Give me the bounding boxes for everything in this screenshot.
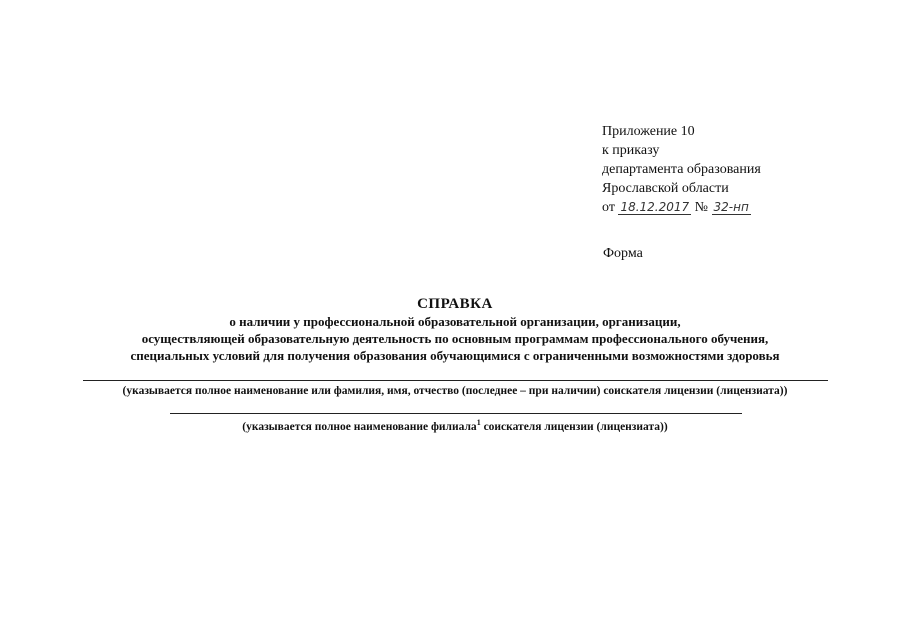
handwritten-number: 32-нп [713, 200, 749, 214]
subtitle-line-3: специальных условий для получения образования обучающимися с ограниченными возможностями здоровья [130, 348, 780, 363]
branch-caption-tail: соискателя лицензии (лицензиата)) [480, 420, 668, 433]
branch-caption [150, 418, 760, 433]
subtitle-line-2: осуществляющей образовательную деятельность по основным программам профессионального обучения, [141, 331, 769, 346]
appendix-date-line [602, 198, 761, 217]
form-label: Форма [603, 246, 643, 261]
number-prefix: № [694, 200, 709, 215]
date-prefix: от [602, 200, 615, 215]
appendix-block [602, 122, 761, 217]
applicant-caption: (указывается полное наименование или фамилия, имя, отчество (последнее – при наличии) соискателя лицензии (лицензиата)) [122, 385, 788, 397]
appendix-order-ref: к приказу [602, 143, 660, 158]
title-block [60, 295, 850, 364]
document-title: СПРАВКА [417, 296, 493, 312]
branch-caption-text: (указывается полное наименование филиала [242, 420, 477, 433]
appendix-number: Приложение 10 [602, 124, 695, 139]
branch-footnote-mark: 1 [476, 418, 481, 427]
handwritten-date: 18.12.2017 [620, 200, 690, 214]
appendix-department: департамента образования [602, 162, 761, 177]
appendix-region: Ярославской области [602, 181, 729, 196]
applicant-name-line [83, 380, 828, 381]
subtitle-line-1: о наличии у профессиональной образовательной организации, организации, [229, 314, 681, 329]
branch-name-line [170, 413, 742, 414]
